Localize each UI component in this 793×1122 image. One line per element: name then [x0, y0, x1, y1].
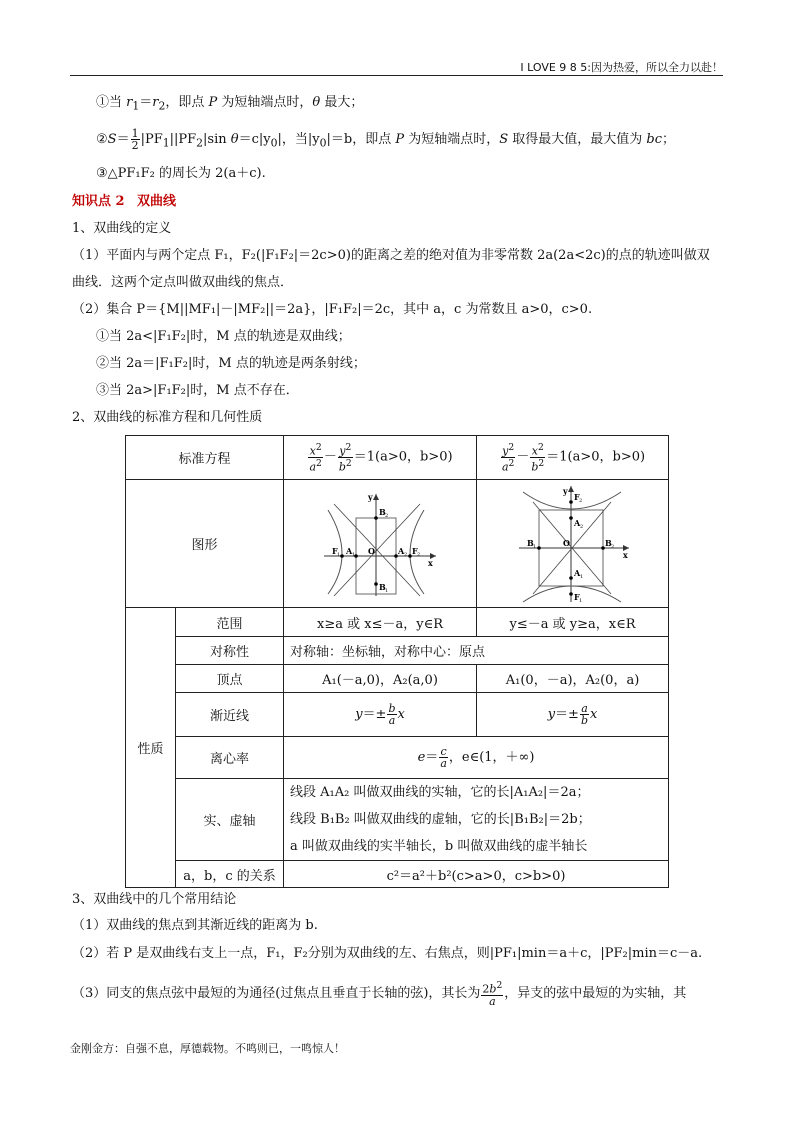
figure-vertical [477, 480, 669, 608]
axes-line-3: a 叫做双曲线的实半轴长，b 叫做双曲线的虚半轴长 [290, 839, 588, 854]
svg-text:F: F [412, 545, 418, 556]
sec3-heading: 3、双曲线中的几个常用结论 [72, 892, 237, 907]
svg-text:x: x [428, 557, 433, 568]
svg-text:O: O [562, 537, 570, 548]
eccentricity-value: e＝ $\frac{c}{a}$ ，e∈(1，＋∞) [284, 737, 669, 779]
svg-text:B: B [604, 537, 612, 548]
eccentricity-label: 离心率 [176, 737, 284, 779]
ellipse-item-3: ③△PF₁F₂ 的周长为 2(a＋c). [96, 166, 266, 181]
svg-text:2: 2 [579, 523, 583, 530]
svg-text:2: 2 [404, 551, 408, 558]
std-eq-label: 标准方程 [126, 436, 284, 480]
svg-text:A: A [573, 567, 580, 578]
svg-text:A: A [346, 545, 353, 556]
page-footer: 金刚金方：自强不息，厚德载物。不鸣则已，一鸣惊人！ [70, 1042, 345, 1055]
sec1-c1: ①当 2a<|F₁F₂|时，M 点的轨迹是双曲线； [96, 329, 351, 344]
asymptote-1: y＝± $\frac{b}{a}$ x [284, 693, 477, 737]
sec1-p1: （1）平面内与两个定点 F₁，F₂(|F₁F₂|＝2c>0)的距离之差的绝对值为非零常数 2a(2a<2c)的点的轨迹叫做双 [72, 248, 710, 263]
sec3-p3: （3）同支的焦点弦中最短的为通径(过焦点且垂直于长轴的弦)，其长为 $\frac{2b^2}{a}$ ，异支的弦中最短的为实轴，其 [72, 980, 687, 1008]
axes-line-2: 线段 B₁B₂ 叫做双曲线的虚轴，它的长|B₁B₂|＝2b； [290, 812, 591, 827]
svg-text:B: B [526, 537, 534, 548]
sec1-c2: ②当 2a＝|F₁F₂|时，M 点的轨迹是两条射线； [96, 356, 366, 371]
sec1-p2: （2）集合 P＝{M||MF₁|－|MF₂||＝2a}，|F₁F₂|＝2c，其中 a，c 为常数且 a>0，c>0. [72, 302, 593, 317]
abc-value: c²＝a²＋b²(c>a>0，c>b>0) [284, 861, 669, 888]
horizontal-hyperbola-figure [320, 488, 440, 600]
sec2-heading: 2、双曲线的标准方程和几何性质 [72, 410, 263, 425]
vertex-label: 顶点 [176, 665, 284, 693]
symmetry-label: 对称性 [176, 637, 284, 665]
svg-text:B: B [379, 581, 386, 592]
symmetry-value: 对称轴：坐标轴，对称中心：原点 [284, 637, 669, 665]
svg-text:1: 1 [579, 573, 583, 580]
range-2: y≤－a 或 y≥a，x∈R [477, 608, 669, 637]
sec3-p1: （1）双曲线的焦点到其渐近线的距离为 b. [72, 918, 318, 933]
svg-text:x: x [622, 549, 628, 560]
svg-text:2: 2 [610, 543, 614, 550]
axes-line-1: 线段 A₁A₂ 叫做双曲线的实轴，它的长|A₁A₂|＝2a； [290, 785, 590, 800]
sec1-c3: ③当 2a>|F₁F₂|时，M 点不存在． [96, 383, 299, 398]
ellipse-item-2: ②S＝ $\frac{1}{2}$ $|PF_1||PF_2|\sin$ $\theta=c|y_0|$，当$|y_0|=b$，即点 P 为短轴端点时，S 取得最大值，最大值为 bc； [96, 127, 676, 152]
svg-text:1: 1 [385, 587, 389, 594]
svg-text:O: O [368, 545, 375, 556]
std-eq-1: $\frac{x^2}{a^2}$ － $\frac{y^2}{b^2}$ ＝1(a>0，b>0) [284, 436, 477, 480]
svg-text:y: y [562, 485, 568, 496]
axes-value [284, 779, 669, 861]
svg-text:1: 1 [532, 543, 536, 550]
abc-label: a，b，c 的关系 [176, 861, 284, 888]
vertex-2: A₁(0，－a)，A₂(0，a) [477, 665, 669, 693]
sec3-p2: （2）若 P 是双曲线右支上一点，F₁，F₂分别为双曲线的左、右焦点，则|PF₁|min＝a＋c，|PF₂|min＝c－a. [72, 946, 703, 961]
std-eq-2: $\frac{y^2}{a^2}$ － $\frac{x^2}{b^2}$ ＝1(a>0，b>0) [477, 436, 669, 480]
svg-text:2: 2 [417, 551, 421, 558]
asymptote-2: y＝± $\frac{a}{b}$ x [477, 693, 669, 737]
svg-text:y: y [368, 491, 373, 502]
page-header: I LOVE 9 8 5:因为热爱，所以全力以赴！ [70, 58, 723, 76]
svg-text:A: A [398, 545, 405, 556]
asymptote-label: 渐近线 [176, 693, 284, 737]
range-1: x≥a 或 x≤－a，y∈R [284, 608, 477, 637]
sec1-heading: 1、双曲线的定义 [72, 221, 172, 236]
sec1-p1b: 曲线．这两个定点叫做双曲线的焦点． [72, 275, 294, 290]
svg-text:A: A [573, 517, 580, 528]
props-label: 性质 [126, 608, 176, 888]
svg-text:B: B [379, 506, 386, 517]
svg-text:F: F [573, 591, 580, 602]
figure-horizontal [284, 480, 477, 608]
knowledge-heading: 知识点 2 双曲线 [72, 194, 176, 209]
svg-text:1: 1 [337, 551, 341, 558]
range-label: 范围 [176, 608, 284, 637]
svg-text:F: F [332, 545, 338, 556]
svg-text:F: F [573, 491, 580, 502]
svg-text:2: 2 [385, 512, 389, 519]
hyperbola-properties-table [125, 435, 669, 888]
vertical-hyperbola-figure [513, 484, 633, 604]
svg-text:2: 2 [578, 497, 582, 504]
svg-text:1: 1 [352, 551, 356, 558]
ellipse-item-1: ①当 $r_1=r_2$，即点 P 为短轴端点时，θ 最大； [96, 95, 364, 113]
svg-text:1: 1 [578, 597, 582, 604]
figure-label: 图形 [126, 480, 284, 608]
vertex-1: A₁(－a,0)，A₂(a,0) [284, 665, 477, 693]
axes-label: 实、虚轴 [176, 779, 284, 861]
